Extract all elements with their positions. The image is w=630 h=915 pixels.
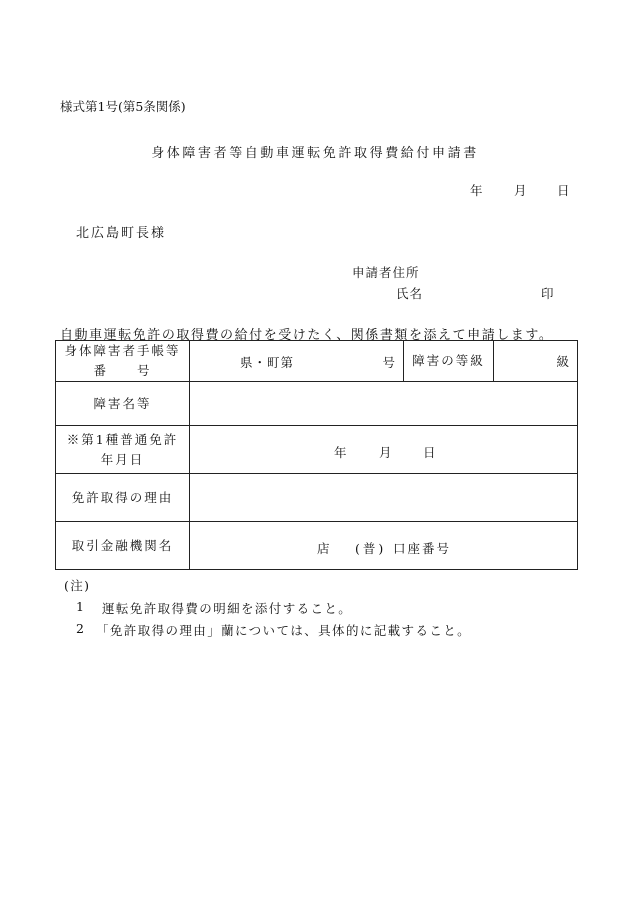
applicant-name-label: 氏名 — [396, 286, 424, 301]
license-label-line1: ※第1種普通免許 — [66, 431, 179, 447]
license-date-label — [56, 426, 190, 474]
intro-statement: 自動車運転免許の取得費の給付を受けたく、関係書類を添えて申請します。 — [60, 328, 554, 343]
handbook-number-label — [56, 341, 190, 382]
handbook-label-line1: 身体障害者手帳等 — [64, 343, 181, 358]
application-table — [55, 340, 578, 570]
applicant-address-label: 申請者住所 — [352, 265, 420, 280]
document-title: 身体障害者等自動車運転免許取得費給付申請書 — [151, 146, 479, 161]
table-row — [56, 522, 578, 570]
license-label-line2: 年月日 — [100, 451, 145, 467]
note-1-number: 1 — [76, 599, 86, 614]
handbook-number-field[interactable] — [190, 341, 404, 382]
account-number-label: 口座番号 — [393, 541, 452, 556]
branch-suffix: 店 — [317, 541, 330, 556]
date-month: 月 — [514, 183, 527, 198]
license-month: 月 — [379, 445, 392, 460]
license-year: 年 — [334, 445, 347, 460]
date-year: 年 — [470, 183, 483, 198]
table-row — [56, 341, 578, 382]
date-day: 日 — [557, 183, 570, 198]
license-reason-field[interactable] — [190, 474, 578, 522]
table-row — [56, 474, 578, 522]
pref-town-label: 県・町第 — [240, 355, 295, 370]
notes-heading: (注) — [64, 578, 91, 593]
account-type: (普) — [355, 541, 387, 556]
form-number: 様式第1号(第5条関係) — [60, 99, 186, 114]
handbook-label-line2: 番 号 — [93, 363, 152, 378]
disability-grade-field[interactable] — [494, 341, 578, 382]
disability-grade-label: 障害の等級 — [404, 341, 494, 382]
license-reason-label: 免許取得の理由 — [56, 474, 190, 522]
license-date-field[interactable] — [190, 426, 578, 474]
table-row — [56, 382, 578, 426]
note-2-text: 「免許取得の理由」蘭については、具体的に記載すること。 — [96, 623, 472, 638]
grade-suffix: 級 — [556, 354, 569, 369]
number-suffix: 号 — [382, 355, 395, 370]
license-day: 日 — [423, 445, 436, 460]
seal-mark: 印 — [541, 286, 555, 301]
bank-field[interactable] — [190, 522, 578, 570]
disability-name-label: 障害名等 — [56, 382, 190, 426]
addressee: 北広島町長様 — [76, 226, 167, 241]
note-2-number: 2 — [76, 621, 86, 636]
note-1-text: 運転免許取得費の明細を添付すること。 — [102, 601, 353, 616]
disability-name-field[interactable] — [190, 382, 578, 426]
bank-label: 取引金融機関名 — [56, 522, 190, 570]
table-row — [56, 426, 578, 474]
